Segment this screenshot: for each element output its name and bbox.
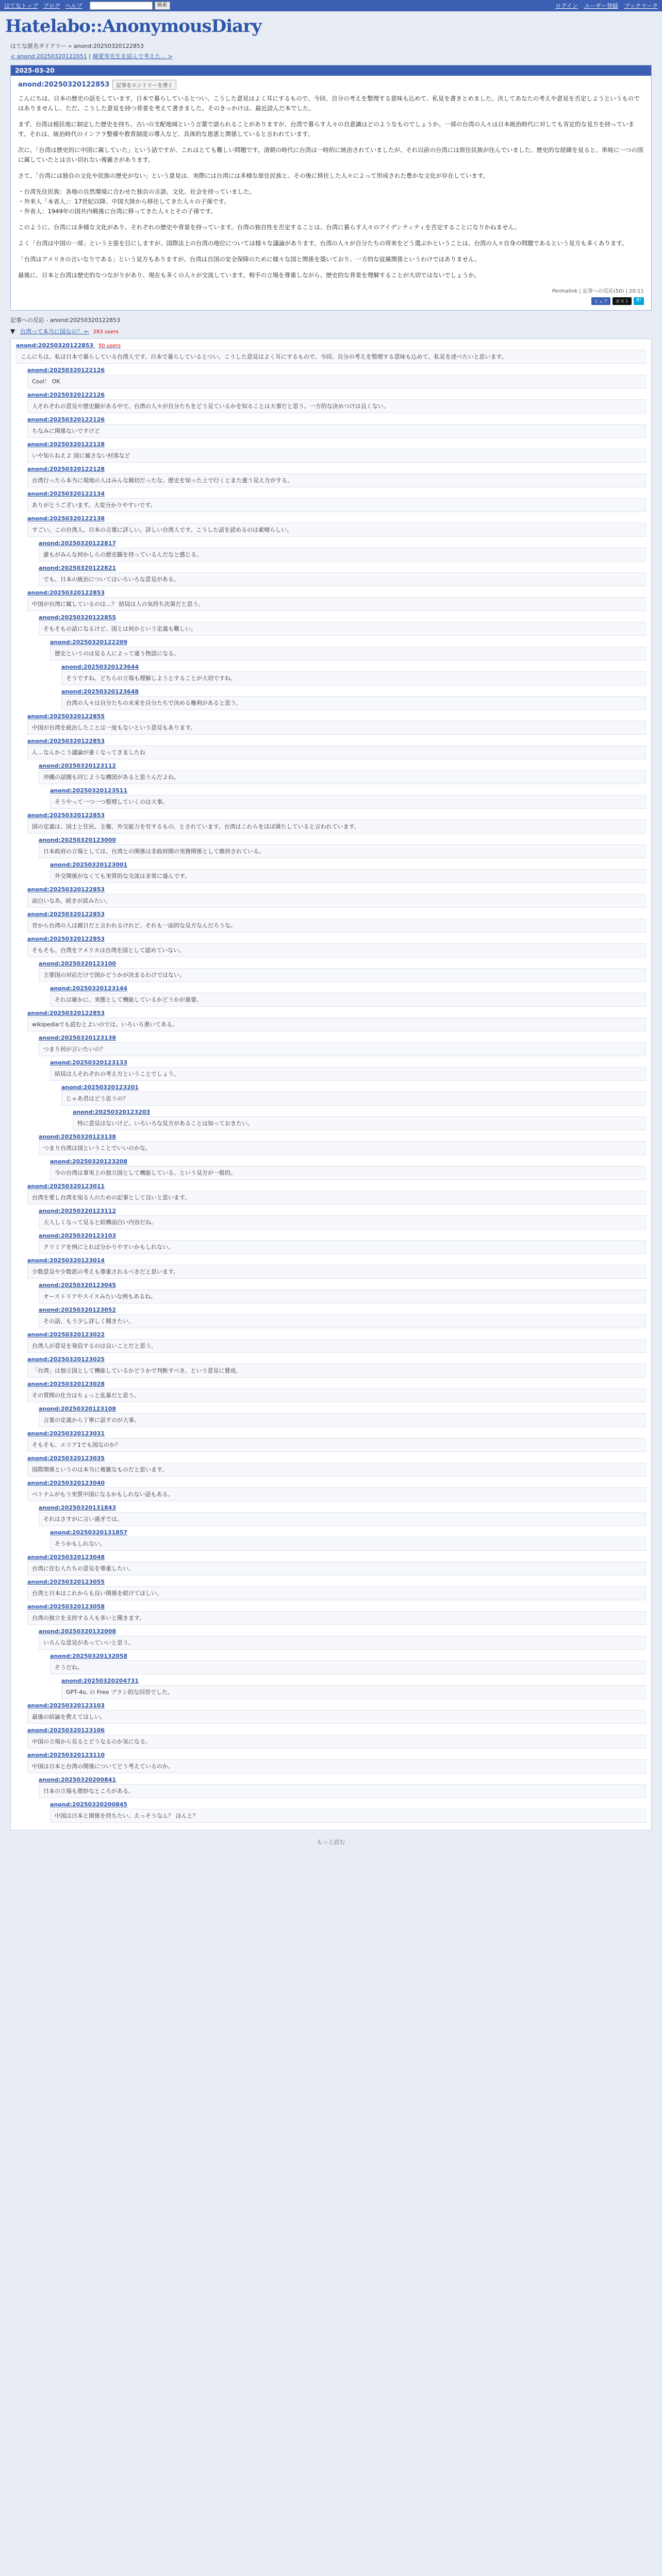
reply-item xyxy=(39,1232,646,1254)
reply-body: 国際関係というのは本当に複雑なものだと思います。 xyxy=(27,1463,646,1477)
reply-body: 台湾の独立を支持する人も多いと聞きます。 xyxy=(27,1611,646,1625)
reply-body: 誰もがみんな何かしらの歴史観を持っているんだなと感じる。 xyxy=(39,548,646,562)
reply-title-link[interactable]: anond:20250320122126 xyxy=(27,392,105,398)
reply-title-link[interactable]: anond:20250320200841 xyxy=(39,1776,117,1783)
reply-title-link[interactable]: anond:20250320200845 xyxy=(50,1801,128,1808)
reply-title-link[interactable]: anond:20250320123138 xyxy=(39,1035,117,1041)
reply-title-link[interactable]: anond:20250320123103 xyxy=(27,1702,105,1709)
reply-title-link[interactable]: anond:20250320123001 xyxy=(50,861,128,868)
reply-item xyxy=(27,1183,646,1205)
reply-body: 少数意見や少数派の考えも尊重されるべきだと思います。 xyxy=(27,1265,646,1279)
thread-top-title[interactable] xyxy=(16,342,646,349)
reply-title-link[interactable]: anond:20250320122853 xyxy=(27,936,105,942)
facebook-share-button[interactable]: シェア xyxy=(591,297,610,305)
reply-title-link[interactable]: anond:20250320122128 xyxy=(27,441,105,448)
reply-item xyxy=(73,1109,646,1130)
reply-item xyxy=(27,416,646,438)
reply-title-link[interactable]: anond:20250320123040 xyxy=(27,1480,105,1486)
topbar-link-blog[interactable]: ブログ xyxy=(43,3,60,9)
reply-title-link[interactable]: anond:20250320122126 xyxy=(27,367,105,374)
reply-item xyxy=(27,1430,646,1452)
reply-body: GPT-4o, の Free プラン的な回答でした。 xyxy=(61,1685,646,1699)
reply-title-link[interactable]: anond:20250320122853 xyxy=(27,911,105,918)
reply-body: 昔から台湾の人は親日だと言われるけれど、それも一面的な見方なんだろうな。 xyxy=(27,919,646,933)
reply-title-link[interactable]: anond:20250320123208 xyxy=(50,1158,128,1165)
reply-body: 歴史というのは見る人によって違う物語になる。 xyxy=(50,647,646,660)
reply-item xyxy=(39,1307,646,1328)
parent-entry-link[interactable]: 台湾って本当に国なの？ ← xyxy=(20,328,89,335)
reply-item xyxy=(39,1208,646,1229)
reply-body: いや知らねえよ 国に属さない村落など xyxy=(27,449,646,463)
entry-paragraph: さて、「台湾には独自の文化や民族の歴史がない」という意見は、実際には台湾には多様な原住民族と、その後に移住した人々によって形成された豊かな文化が存在しています。 xyxy=(18,172,489,179)
reply-title-link[interactable]: anond:20250320123203 xyxy=(73,1109,151,1115)
register-link[interactable]: ユーザー登録 xyxy=(584,3,618,9)
reply-title-link[interactable]: anond:20250320131857 xyxy=(50,1529,128,1536)
reply-body: 中国が台湾に属しているのは…？ 結局は人の気持ち次第だと思う。 xyxy=(27,597,646,611)
day-box xyxy=(10,65,652,311)
reply-title-link[interactable]: anond:20250320123000 xyxy=(39,837,117,843)
reply-body: それは確かに、実態として機能しているかどうかが重要。 xyxy=(50,993,646,1007)
reply-item xyxy=(27,515,646,537)
nav-separator: | xyxy=(89,53,91,60)
thread-top-bookmark-count[interactable]: 50 users xyxy=(98,343,121,349)
entry-paragraph: よく「台湾は中国の一部」という主張を目にしますが、国際法上の台湾の地位については様々な議論があります。台湾の人々が自分たちの将来をどう選ぶかということは、台湾の人々自身の問題であるという見方も多くあります。 xyxy=(18,240,628,247)
reply-body: 特に意見はないけど、いろいろな見方があることは知っておきたい。 xyxy=(73,1116,646,1130)
reply-item xyxy=(27,1480,646,1501)
reply-body: そうだね。 xyxy=(50,1660,646,1674)
reply-item xyxy=(39,1504,646,1526)
topbar-link-hatena[interactable]: はてなトップ xyxy=(4,3,38,9)
reply-item xyxy=(27,367,646,388)
reply-title-link[interactable]: anond:20250320123025 xyxy=(27,1356,105,1363)
reply-title-link[interactable]: anond:20250320123100 xyxy=(39,960,117,967)
parent-tree xyxy=(10,327,652,335)
reply-title-link[interactable]: anond:20250320122853 xyxy=(27,589,105,596)
reply-body: 今の台湾は事実上の独立国として機能している、という見方が一般的。 xyxy=(50,1166,646,1180)
reply-item xyxy=(39,565,646,586)
reply-item xyxy=(27,1010,646,1031)
entry-paragraph: 最後に、日本と台湾は歴史的なつながりがあり、現在も多くの人々が交流しています。相手の立場を尊重しながら、歴史的な背景を理解することが大切ではないでしょうか。 xyxy=(18,272,481,279)
reply-title-link[interactable]: anond:20250320122817 xyxy=(39,540,117,547)
reply-title-link[interactable]: anond:20250320122853 xyxy=(27,812,105,819)
reply-item xyxy=(27,1603,646,1625)
reply-item xyxy=(39,540,646,562)
reply-body: 中国の立場から見るとどうなるのか気になる。 xyxy=(27,1735,646,1749)
reply-item xyxy=(39,1035,646,1056)
reply-item xyxy=(27,886,646,908)
reply-body: その話、もう少し詳しく聞きたい。 xyxy=(39,1314,646,1328)
entry-paragraph: このように、台湾には多様な文化があり、それぞれの歴史や背景を持っています。台湾の独自性を否定することは、台湾に暮らす人々のアイデンティティを否定することになりかねません。 xyxy=(18,224,521,231)
reply-body: 台湾行ったら本当に現地の人はみんな親切だったな。歴史を知った上で行くとまた違う見え方がする。 xyxy=(27,473,646,487)
topbar-right xyxy=(555,2,658,10)
reply-title-link[interactable]: anond:20250320123014 xyxy=(27,1257,105,1264)
reply-body: それはさすがに言い過ぎでは。 xyxy=(39,1512,646,1526)
reply-title-link[interactable]: anond:20250320122138 xyxy=(27,515,105,522)
reply-body: wikipediaでも読むとよいのでは。いろいろ書いてある。 xyxy=(27,1018,646,1031)
reply-title-link[interactable]: anond:20250320123022 xyxy=(27,1331,105,1338)
entry-title[interactable]: anond:20250320122853 xyxy=(18,81,110,89)
thread-top-entry xyxy=(16,342,646,364)
topbar-links xyxy=(4,2,82,10)
reply-title-link[interactable]: anond:20250320123108 xyxy=(39,1405,117,1412)
entry-paragraph: まず、台湾は植民地に制定した歴史を持ち、古いの支配地域という言葉で語られることがありますが、台湾で暮らす人々の自意識はどのようなものでしょうか。一部の台湾の人々は日本統治時代に対しても肯定的な見方を持っています。それは、統治時代のインフラ整備や教育制度の導入など、具体的な恩恵と関係していると言われています。 xyxy=(18,121,635,138)
reply-title-link[interactable]: anond:20250320123031 xyxy=(27,1430,105,1437)
reply-body: じゃあ君はどう思うの？ xyxy=(61,1092,646,1106)
more-link[interactable]: もっと読む xyxy=(317,1839,345,1845)
reply-item xyxy=(27,911,646,933)
reply-title-link[interactable]: anond:20250320123110 xyxy=(27,1752,105,1758)
reply-title-link[interactable]: anond:20250320204731 xyxy=(61,1677,139,1684)
reply-title-link[interactable]: anond:20250320123055 xyxy=(27,1579,105,1585)
reply-body: ベトナムがもう実質中国になるかもしれない話もある。 xyxy=(27,1487,646,1501)
reply-item xyxy=(39,1628,646,1650)
reply-title-link[interactable]: anond:20250320123011 xyxy=(27,1183,105,1190)
reply-item xyxy=(39,837,646,858)
reply-item xyxy=(50,1801,646,1823)
reply-title-link[interactable]: anond:20250320123045 xyxy=(39,1282,117,1289)
reply-item xyxy=(39,614,646,636)
reply-item xyxy=(27,1455,646,1477)
reply-body: そうやって一つ一つ整理していくのは大事。 xyxy=(50,795,646,809)
reply-body: 日本の立場も微妙なところがある。 xyxy=(39,1784,646,1798)
reply-title-link[interactable]: anond:20250320122134 xyxy=(27,490,105,497)
responses-heading: 記事への反応 - anond:20250320122853 xyxy=(10,317,121,324)
next-entry-link[interactable]: 韓愛寿先生を読んで考えた... > xyxy=(92,53,173,60)
reply-body: Cool！ OK xyxy=(27,375,646,388)
entry-title-row xyxy=(18,80,644,90)
hatena-bookmark-button[interactable]: B! xyxy=(634,297,644,305)
reply-title-link[interactable]: anond:20250320123112 xyxy=(39,1208,117,1214)
reply-body: 台湾に住む人たちの意見を尊重したい。 xyxy=(27,1562,646,1575)
reply-item xyxy=(27,1579,646,1600)
reply-title-link[interactable]: anond:20250320122855 xyxy=(27,713,105,720)
reply-list xyxy=(16,367,646,1823)
reply-item xyxy=(39,1133,646,1155)
reply-item xyxy=(61,1677,646,1699)
reply-title-link[interactable]: anond:20250320122853 xyxy=(27,886,105,893)
reply-title-link[interactable]: anond:20250320123201 xyxy=(61,1084,139,1091)
thread-top-title-text[interactable]: anond:20250320122853 xyxy=(16,342,94,349)
reply-body: すごい。この台湾人、日本の言葉に詳しい。詳しい台湾人です。こうした話を読めるのは素晴らしい。 xyxy=(27,523,646,537)
reply-body: 台湾を愛し台湾を知る人のための記事として良いと思います。 xyxy=(27,1191,646,1205)
bookmark-link[interactable]: ブックマーク xyxy=(624,3,658,9)
reply-title-link[interactable]: anond:20250320123144 xyxy=(50,985,128,992)
reply-item xyxy=(27,466,646,487)
tree-bullet-icon: ▼ xyxy=(10,328,15,335)
reply-item xyxy=(27,589,646,611)
reply-title-link[interactable]: anond:20250320123648 xyxy=(61,688,139,695)
reply-body: そもそもの話になるけど、国とは何かという定義も難しい。 xyxy=(39,622,646,636)
reply-item xyxy=(50,787,646,809)
reply-body: 主要国の対応だけで国かどうかが決まるわけではない。 xyxy=(39,968,646,982)
reply-title-link[interactable]: anond:20250320123103 xyxy=(39,1232,117,1239)
reply-body: その質問の仕方はちょっと乱暴だと思う。 xyxy=(27,1388,646,1402)
reply-item xyxy=(50,1059,646,1081)
reply-item xyxy=(27,1727,646,1749)
global-topbar xyxy=(0,0,662,11)
reply-body: 結局は人それぞれの考え方ということでしょう。 xyxy=(50,1067,646,1081)
reply-body: そうですね。どちらの立場も理解しようとすることが大切ですね。 xyxy=(61,671,646,685)
reply-item xyxy=(61,688,646,710)
reply-title-link[interactable]: anond:20250320123035 xyxy=(27,1455,105,1462)
reply-body: 台湾の人々は自分たちの未来を自分たちで決める権利があると思う。 xyxy=(61,696,646,710)
entry-navigation xyxy=(0,52,662,62)
entry-footer[interactable]: Permalink | 記事への反応(50) | 20:11 xyxy=(552,289,644,294)
prev-entry-link[interactable]: < anond:20250320122051 xyxy=(10,53,87,60)
reply-item xyxy=(27,738,646,759)
reply-body: 「台湾」は独立国として機能しているかどうかで判断すべき、という意見に賛成。 xyxy=(27,1364,646,1378)
reply-title-link[interactable]: anond:20250320123133 xyxy=(50,1059,128,1066)
breadcrumb: はてな匿名ダイアリー » anond:20250320122853 xyxy=(10,43,144,49)
reply-item xyxy=(50,1158,646,1180)
entry-paragraph: こんにちは。日本の歴史の話をしています。日本で暮らしているとつい、こうした意見はよく耳にするもので、今回、自分の考えを整理する意味も込めて、私見を書きとめました。決してあなたの考えや意見を否定しようというものではありませんし、ただ、こうした意見を持つ背景を考えて書きました。そのきっかけは、最近読んだ本でした。 xyxy=(18,95,640,112)
reply-title-link[interactable]: anond:20250320123511 xyxy=(50,787,128,794)
reply-title-link[interactable]: anond:20250320123048 xyxy=(27,1554,105,1561)
reply-body: そもそも、台湾をアメリカは台湾を国として認めていない。 xyxy=(27,943,646,957)
site-header xyxy=(0,11,662,41)
reply-body: 台湾と日本はこれからも良い関係を続けてほしい。 xyxy=(27,1586,646,1600)
reply-title-link[interactable]: anond:20250320123052 xyxy=(39,1307,117,1313)
reply-item xyxy=(61,664,646,685)
reply-title-link[interactable]: anond:20250320131843 xyxy=(39,1504,117,1511)
reply-item xyxy=(27,1356,646,1378)
reply-item xyxy=(27,1257,646,1279)
reply-body: 中国が台湾を統治したことは一度もないという意見もあります。 xyxy=(27,721,646,735)
reply-body: ん…なんかこう議論が重くなってきましたね xyxy=(27,745,646,759)
reply-body: 言葉の定義から丁寧に話すのが大事。 xyxy=(39,1413,646,1427)
reply-body: オーストリアやスイスみたいな例もあるね。 xyxy=(39,1290,646,1303)
day-date: 2025-03-20 xyxy=(11,65,651,76)
reply-body: いろんな意見があっていいと思う。 xyxy=(39,1636,646,1650)
reply-body: 台湾人が意見を発信するのは良いことだと思う。 xyxy=(27,1339,646,1353)
reply-body: 最後の結論を教えてほしい。 xyxy=(27,1710,646,1724)
reply-body: そもそも、エリア1でも国なのか？ xyxy=(27,1438,646,1452)
reply-title-link[interactable]: anond:20250320123644 xyxy=(61,664,139,670)
reply-title-link[interactable]: anond:20250320122128 xyxy=(27,466,105,472)
reply-item xyxy=(27,1554,646,1575)
reply-item xyxy=(39,960,646,982)
search-input[interactable] xyxy=(90,2,153,10)
site-logo[interactable]: Hatelabo::AnonymousDiary xyxy=(5,16,261,37)
reply-title-link[interactable]: anond:20250320122855 xyxy=(39,614,117,621)
reply-body: 国の定義は、国土と住民、主権、外交能力を有するもの、とされています。台湾はこれらをほぼ満たしていると言われています。 xyxy=(27,820,646,834)
reply-body: 中国は日本と関係を持ちたい。えっそうなん？ ほんと？ xyxy=(50,1809,646,1823)
reply-item xyxy=(50,985,646,1007)
reply-title-link[interactable]: anond:20250320122853 xyxy=(27,738,105,744)
reply-body: 大人しくなって見ると結構面白い内容だね。 xyxy=(39,1215,646,1229)
reply-title-link[interactable]: anond:20250320123112 xyxy=(39,762,117,769)
reply-title-link[interactable]: anond:20250320122126 xyxy=(27,416,105,423)
reply-title-link[interactable]: anond:20250320123028 xyxy=(27,1381,105,1387)
share-bar xyxy=(18,297,644,305)
reply-item xyxy=(39,1405,646,1427)
reply-body: 人それぞれの意見や歴史観がある中で、台湾の人々が自分たちをどう見ているかを知ることは大事だと思う。一方的な決めつけは良くない。 xyxy=(27,399,646,413)
reply-item xyxy=(27,1702,646,1724)
reply-body: ありがとうございます。大変分かりやすいです。 xyxy=(27,498,646,512)
reply-body: つまり何が言いたいの？ xyxy=(39,1042,646,1056)
reply-item xyxy=(27,713,646,735)
reply-body: 沖縄の話題も同じような構図があると思うんだよね。 xyxy=(39,770,646,784)
reply-item xyxy=(27,812,646,834)
parent-bookmark-count[interactable]: 283 users xyxy=(93,329,119,335)
reply-item xyxy=(27,441,646,463)
reply-body: 面白いなあ。続きが読みたい。 xyxy=(27,894,646,908)
write-entry-button[interactable]: 記事をエントリーを書く xyxy=(112,80,176,90)
reply-item xyxy=(50,639,646,660)
reply-item xyxy=(27,490,646,512)
reply-body: 日本政府の立場としては、台湾との関係は非政府間の実務関係として維持されている。 xyxy=(39,844,646,858)
reply-item xyxy=(27,392,646,413)
login-link[interactable]: ログイン xyxy=(555,3,578,9)
reply-title-link[interactable]: anond:20250320132058 xyxy=(50,1653,128,1659)
thread-top-body: こんにちは。私は日本で暮らしている台湾人です。日本で暮らしているとつい、こうした意見はよく耳にするもので、今回、自分の考えを整理する意味も込めて、私見を述べたいと思います。 xyxy=(16,350,646,364)
reply-item xyxy=(50,1529,646,1551)
reply-body: クリミアを例にとれば分かりやすいかもしれない。 xyxy=(39,1240,646,1254)
reply-item xyxy=(50,861,646,883)
reply-item xyxy=(27,1381,646,1402)
response-thread xyxy=(10,338,652,1831)
entry-article xyxy=(11,76,651,310)
reply-body: つまり台湾は国ということでいいのかな。 xyxy=(39,1141,646,1155)
reply-item xyxy=(27,1752,646,1773)
reply-title-link[interactable]: anond:20250320132008 xyxy=(39,1628,117,1635)
reply-item xyxy=(50,1653,646,1674)
entry-paragraph: ・台湾先住民族：各地の自然環境に合わせた独自の言語、文化、社会を持っていました。 ・外来人「本省人」：17世紀以降、中国大陸から移住してきた人々の子孫です。 ・外省人：1949年の国共内戦後に台湾に移ってきた人々とその子孫です。 xyxy=(18,188,255,215)
reply-item xyxy=(27,1331,646,1353)
reply-body: ちなみに関係ないですけど xyxy=(27,424,646,438)
reply-body: でも、日本の統治についてはいろいろな意見がある。 xyxy=(39,572,646,586)
entry-paragraph: 「台湾はアメリカの言いなりである」という見方もありますが、台湾は自国の安全保障のために様々な国と関係を築いており、一方的な従属関係というわけではありません。 xyxy=(18,256,481,263)
reply-title-link[interactable]: anond:20250320122209 xyxy=(50,639,128,646)
reply-item xyxy=(27,936,646,957)
reply-body: 中国は日本と台湾の関係についてどう考えているのか。 xyxy=(27,1759,646,1773)
entry-paragraph: 次に、「台湾は歴史的に中国に属していた」という話ですが、これはとても難しい問題です。清朝の時代に台湾は一時的に統治されていましたが、それ以前の台湾には原住民族が住んでいました。歴史的な経緯を見ると、単純に一つの国に属していたとは言い切れない複雑さがあります。 xyxy=(18,146,643,163)
reply-title-link[interactable]: anond:20250320122821 xyxy=(39,565,117,571)
reply-item xyxy=(39,762,646,784)
reply-body: そうかもしれない。 xyxy=(50,1537,646,1551)
x-post-button[interactable]: ポスト xyxy=(613,297,632,305)
reply-item xyxy=(39,1776,646,1798)
reply-body: 外交関係がなくても実質的な交流は非常に盛んです。 xyxy=(50,869,646,883)
reply-title-link[interactable]: anond:20250320123058 xyxy=(27,1603,105,1610)
reply-title-link[interactable]: anond:20250320122853 xyxy=(27,1010,105,1016)
reply-item xyxy=(39,1282,646,1303)
topbar-link-help[interactable]: ヘルプ xyxy=(65,3,82,9)
reply-item xyxy=(61,1084,646,1106)
search-button[interactable]: 検索 xyxy=(155,2,170,10)
reply-title-link[interactable]: anond:20250320123106 xyxy=(27,1727,105,1734)
reply-title-link[interactable]: anond:20250320123138 xyxy=(39,1133,117,1140)
